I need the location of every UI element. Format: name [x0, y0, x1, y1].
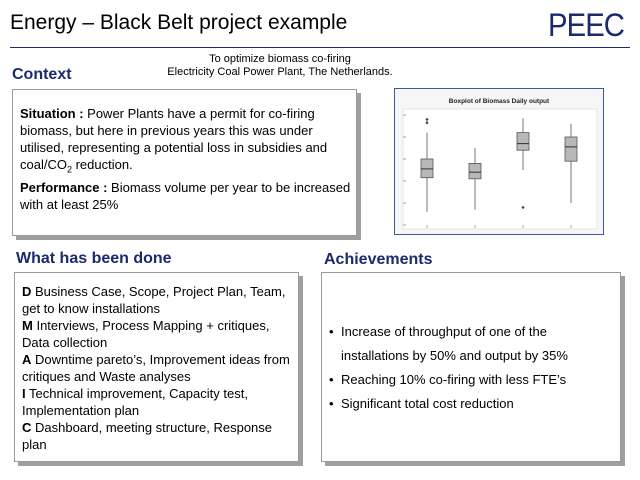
achievement-item: • Reaching 10% co-firing with less FTE’s — [327, 368, 613, 392]
context-heading: Context — [12, 66, 72, 83]
header-divider — [10, 47, 630, 48]
context-text — [20, 105, 352, 213]
boxplot-chart — [394, 88, 604, 235]
logo-text: PEEC — [548, 8, 624, 42]
boxplot-svg — [395, 89, 603, 234]
performance-label: Performance : — [20, 179, 108, 195]
phase-letter: D — [22, 284, 32, 299]
phase-text: Dashboard, meeting structure, Response plan — [22, 420, 273, 452]
phase-text: Interviews, Process Mapping + critiques, Data collection — [22, 318, 270, 350]
done-box — [14, 272, 299, 462]
box-iqr — [469, 163, 481, 178]
box-iqr — [565, 137, 577, 161]
dmaic-item-improve — [22, 385, 294, 419]
situation-text-end: reduction. — [71, 157, 133, 172]
outlier-point — [426, 121, 429, 124]
phase-letter: C — [22, 420, 32, 435]
done-heading: What has been done — [16, 250, 172, 267]
outlier-point — [426, 118, 429, 121]
dmaic-list — [22, 283, 294, 453]
outlier-point — [522, 206, 525, 209]
achievements-box — [321, 272, 621, 462]
situation-text: Power Plants have a permit for co-firing biomass, but here in previous years this was under utilised, representing a potential loss in subsidies and coal/CO — [20, 106, 328, 172]
co2-subscript: 2 — [66, 164, 72, 175]
page-title: Energy – Black Belt project example — [10, 11, 348, 34]
phase-text: Technical improvement, Capacity test, Implementation plan — [22, 386, 248, 418]
context-box — [12, 89, 357, 236]
phase-text: Downtime pareto’s, Improvement ideas from critiques and Waste analyses — [22, 352, 290, 384]
dmaic-item-control — [22, 419, 294, 453]
project-subtitle — [130, 53, 430, 79]
box-iqr — [517, 133, 529, 151]
achievement-item: • Significant total cost reduction — [327, 392, 613, 416]
performance-text: Biomass volume per year to be increased with at least 25% — [20, 179, 351, 212]
dmaic-item-measure — [22, 317, 294, 351]
phase-text: Business Case, Scope, Project Plan, Team, get to know installations — [22, 284, 286, 316]
subtitle-line-1: To optimize biomass co-firing — [209, 53, 351, 65]
subtitle-line-2: Electricity Coal Power Plant, The Netherlands. — [167, 66, 393, 78]
phase-letter: I — [22, 386, 26, 401]
achievements-list — [327, 320, 613, 416]
achievement-item: • Increase of throughput of one of the installations by 50% and output by 35% — [327, 320, 613, 368]
situation-label: Situation : — [20, 106, 84, 121]
box-iqr — [421, 159, 433, 178]
phase-letter: M — [22, 318, 33, 333]
chart-title: Boxplot of Biomass Daily output — [448, 98, 550, 105]
phase-letter: A — [22, 352, 32, 367]
dmaic-item-define — [22, 283, 294, 317]
achievements-heading: Achievements — [324, 251, 433, 268]
dmaic-item-analyze — [22, 351, 294, 385]
peec-logo — [548, 8, 626, 42]
